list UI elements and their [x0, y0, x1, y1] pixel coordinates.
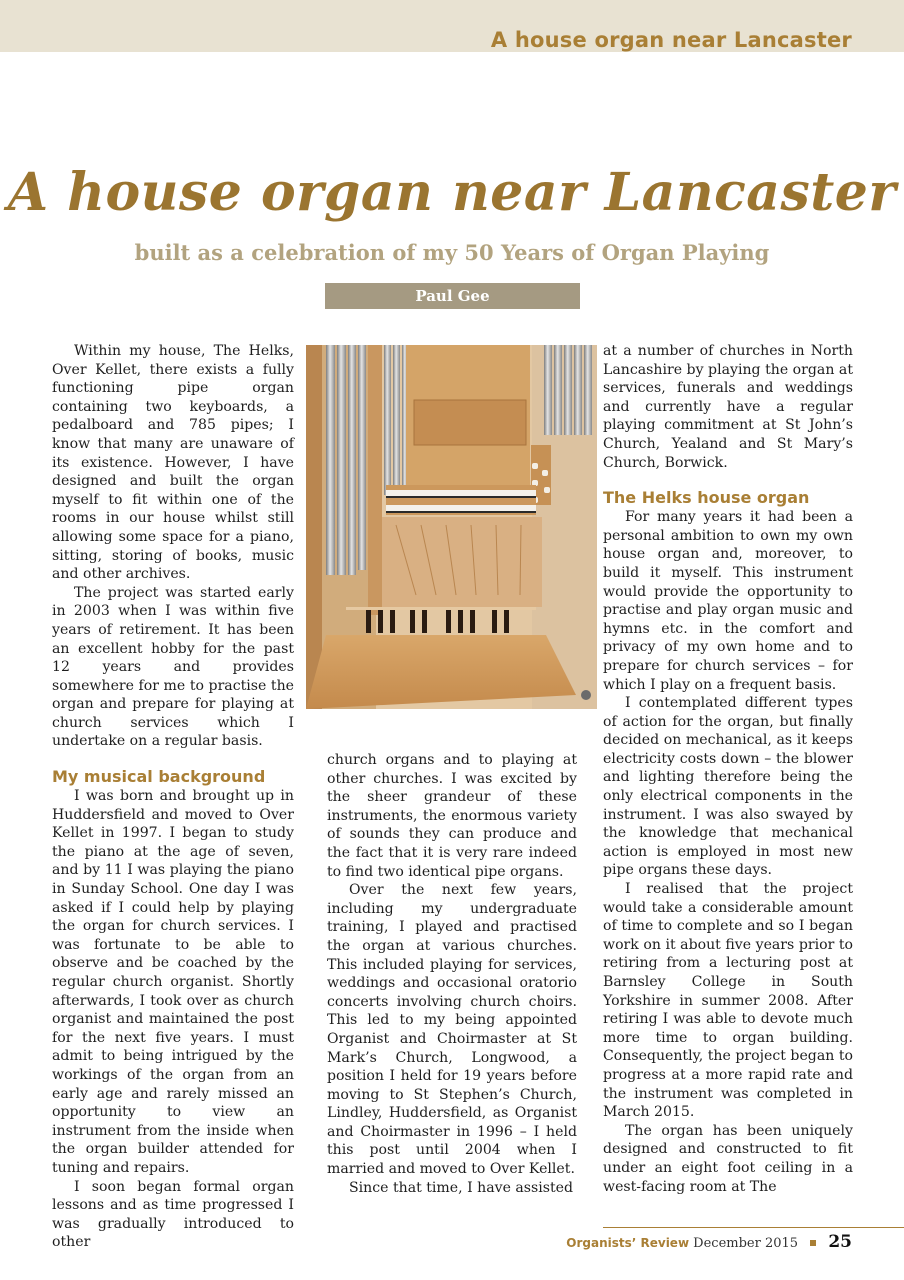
- article-title: A house organ near Lancaster: [7, 162, 897, 223]
- page-number: 25: [828, 1232, 852, 1252]
- paragraph: church organs and to playing at other churches. I was excited by the sheer grandeur of these instruments, the enormous variety of sounds they can produce and the fact that it is very rare indeed to find two identical pipe organs.: [327, 752, 577, 880]
- paragraph: I soon began formal organ lessons and as time progressed I was gradually introduced to other: [52, 1178, 294, 1251]
- paragraph: I contemplated different types of action for the organ, but finally decided on mechanical, as it keeps electricity costs down – the blower and lighting therefore being the only electrical components in the instrument. I was also swayed by the knowledge that mechanical action is employed in most new pipe organs these days.: [603, 695, 853, 879]
- paragraph: Since that time, I have assisted: [349, 1179, 574, 1196]
- paragraph: The organ has been uniquely designed and constructed to fit under an eight foot ceiling in a west-facing room at The: [603, 1122, 853, 1195]
- issue-date: December 2015: [693, 1236, 799, 1251]
- section-heading-helks: The Helks house organ: [603, 488, 810, 508]
- section-heading-background: My musical background: [52, 767, 266, 787]
- paragraph: For many years it had been a personal ambition to own my own house organ and, moreover, to build it myself. This instrument would provide the opportunity to practise and play organ music and hymns etc. in the comfort and privacy of my own home and to prepare for church services – for which I play on a frequent basis.: [603, 509, 853, 693]
- article-subtitle: built as a celebration of my 50 Years of Organ Playing: [134, 240, 770, 265]
- running-head: A house organ near Lancaster: [490, 28, 852, 52]
- footer-rule: [603, 1227, 904, 1228]
- organ-photo: [306, 345, 597, 709]
- paragraph: I realised that the project would take a considerable amount of time to complete and so I began work on it about five years prior to retiring from a lecturing post at Barnsley College in South Yorkshire in summer 2008. After retiring I was able to devote much more time to organ building. Consequently, the project began to progress at a more rapid rate and the instrument was completed in March 2015.: [603, 881, 853, 1121]
- text-column-1: [52, 342, 294, 1252]
- text-column-3: [603, 342, 853, 1196]
- text-column-2: [327, 751, 577, 1197]
- author-byline: Paul Gee: [325, 283, 580, 309]
- paragraph: I was born and brought up in Huddersfield and moved to Over Kellet in 1997. I began to study the piano at the age of seven, and by 11 I was playing the piano in Sunday School. One day I was asked if I could help by playing the organ for church services. I was fortunate to be able to observe and be coached by the regular church organist. Shortly afterwards, I took over as church organist and maintained the post for the next five years. I must admit to being intrigued by the workings of the organ from an early age and rarely missed an opportunity to view an instrument from the inside when the organ builder attended for tuning and repairs.: [52, 788, 294, 1176]
- square-bullet-icon: [810, 1240, 816, 1246]
- page-footer: [566, 1232, 852, 1252]
- paragraph: at a number of churches in North Lancashire by playing the organ at services, funerals and weddings and currently have a regular playing commitment at St John’s Church, Yealand and St Mary’s Church, Borwick.: [603, 343, 853, 471]
- magazine-name: Organists’ Review: [566, 1236, 690, 1250]
- paragraph: The project was started early in 2003 when I was within five years of retirement. It has been an excellent hobby for the past 12 years and provides somewhere for me to practise the organ and prepare for playing at church services which I undertake on a regular basis.: [52, 584, 294, 750]
- paragraph: Over the next few years, including my undergraduate training, I played and practised the organ at various churches. This included playing for services, weddings and occasional oratorio concerts involving church choirs. This led to my being appointed Organist and Choirmaster at St Mark’s Church, Longwood, a position I held for 19 years before moving to St Stephen’s Church, Lindley, Huddersfield, as Organist and Choirmaster in 1996 – I held this post until 2004 when I married and moved to Over Kellet.: [327, 882, 577, 1178]
- paragraph: Within my house, The Helks, Over Kellet, there exists a fully functioning pipe organ containing two keyboards, a pedalboard and 785 pipes; I know that many are unaware of its existence. However, I have designed and built the organ myself to fit within one of the rooms in our house whilst still allowing some space for a piano, sitting, storing of books, music and other archives.: [52, 343, 294, 583]
